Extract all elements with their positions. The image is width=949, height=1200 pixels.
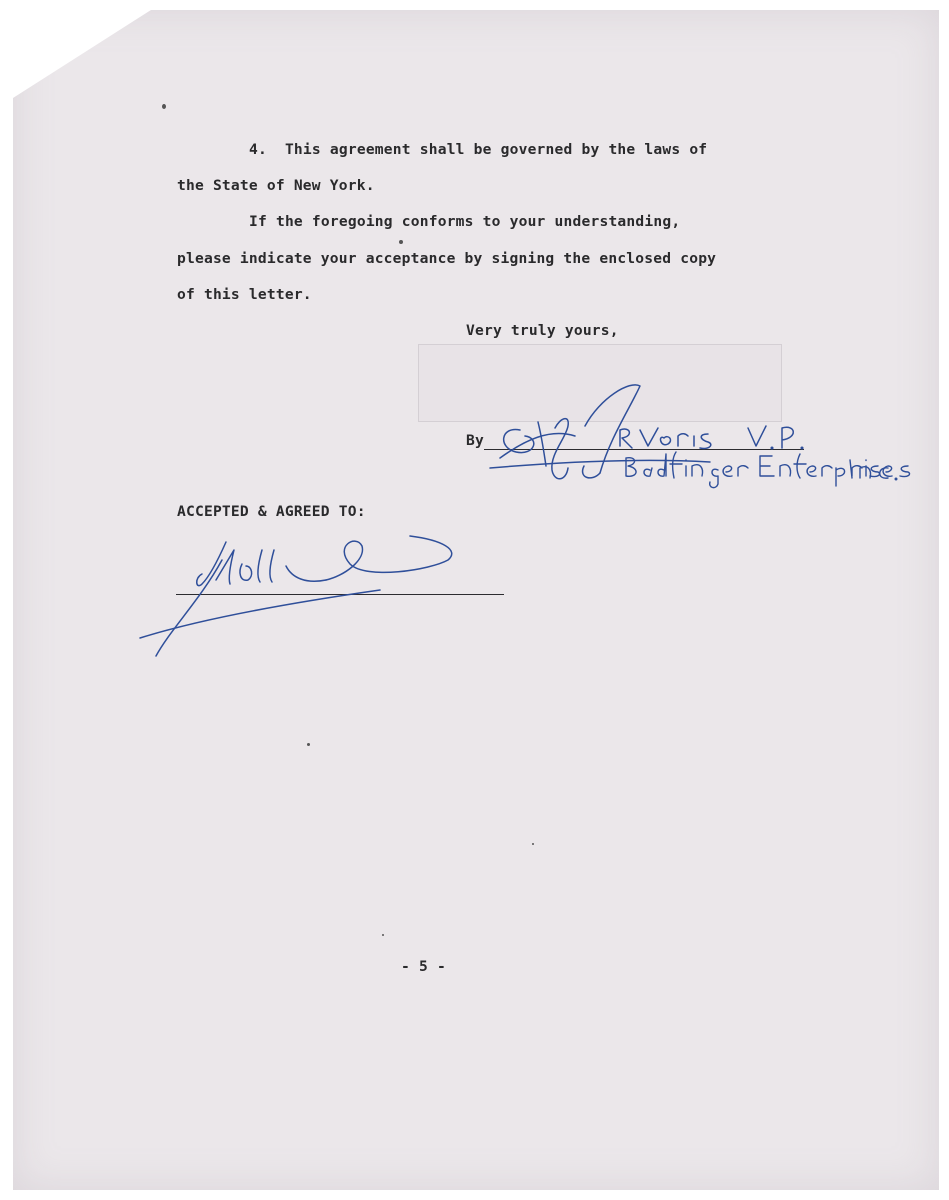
complimentary-close: Very truly yours, [466, 322, 619, 339]
closing-paragraph-line-3: of this letter. [177, 286, 312, 303]
paper-speck [307, 743, 310, 746]
paper-speck [399, 240, 403, 244]
by-label: By [466, 432, 484, 449]
closing-paragraph-line-2: please indicate your acceptance by signing the enclosed copy [177, 250, 717, 267]
paper-speck [532, 843, 534, 845]
paper-speck [382, 934, 384, 936]
paragraph-4-line-1: 4. This agreement shall be governed by the laws of [249, 141, 708, 158]
company-suffix-handwriting [844, 452, 914, 488]
page-number: - 5 - [401, 958, 446, 975]
paragraph-4-line-2: the State of New York. [177, 177, 375, 194]
closing-paragraph-line-1: If the foregoing conforms to your understanding, [249, 213, 681, 230]
accepted-agreed-label: ACCEPTED & AGREED TO: [177, 503, 366, 520]
paper-speck [162, 104, 166, 109]
acceptance-signature [130, 520, 470, 670]
